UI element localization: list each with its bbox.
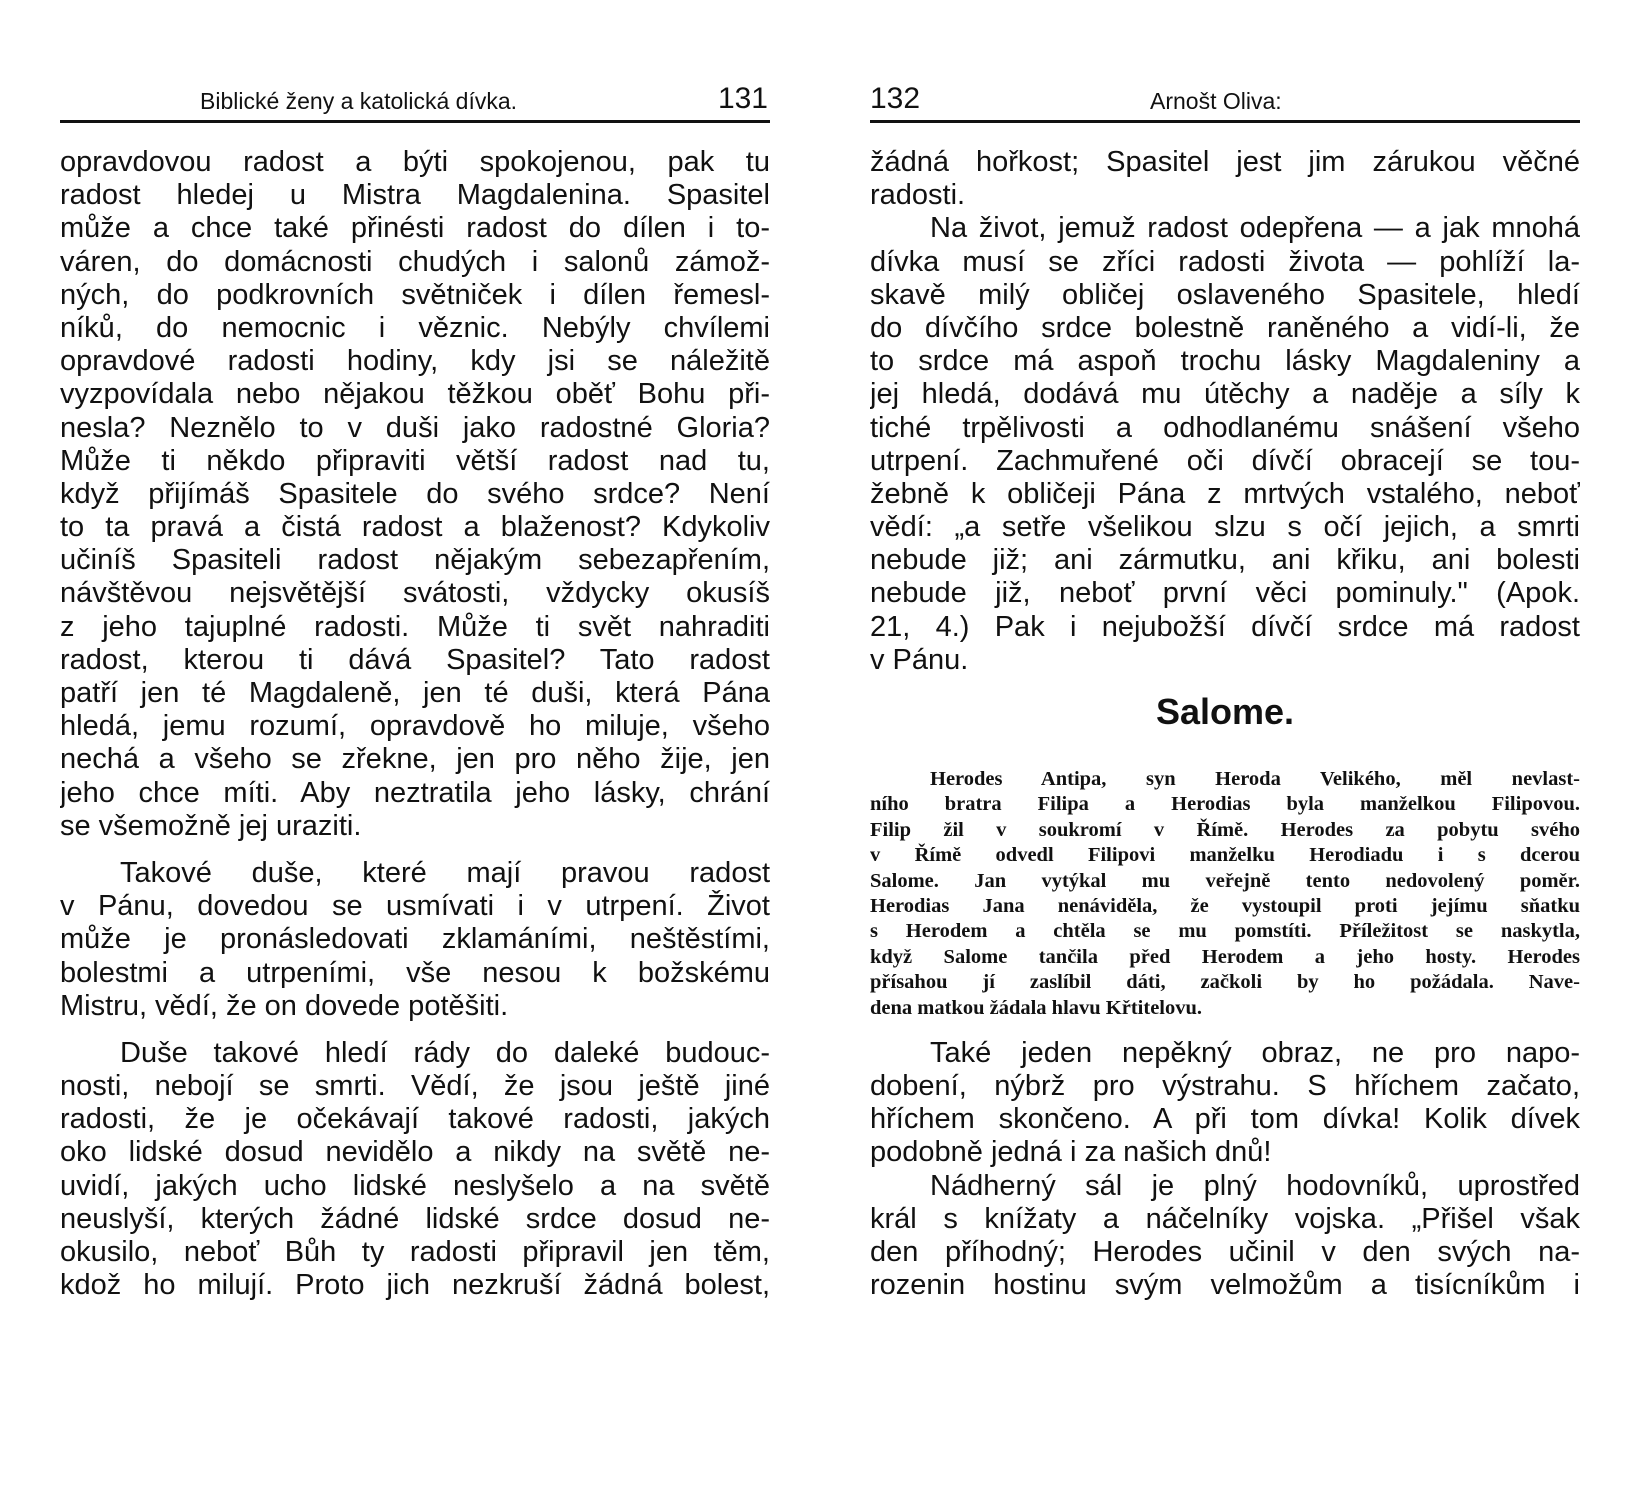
text-line: v Pánu. (870, 643, 969, 676)
text-line: opravdovou radost a býti spokojenou, pak tu (60, 146, 770, 178)
running-title: Biblické ženy a katolická dívka. (200, 88, 518, 114)
right-page (870, 78, 1580, 1302)
text-line: Duše takové hledí rády do daleké budouc- (120, 1036, 770, 1069)
text-line: skavě milý obličej oslaveného Spasitele, hledí (870, 278, 1580, 311)
text-line: radosti, že je očekávají takové radosti, jakých (60, 1103, 770, 1136)
text-line: žebně k obličeji Pána z mrtvých vstalého, neboť (870, 477, 1580, 510)
header-rule (870, 120, 1580, 123)
text-line: den příhodný; Herodes učinil v den svých na- (870, 1236, 1580, 1269)
text-line: žádná hořkost; Spasitel jest jim zárukou věčné (870, 146, 1580, 178)
text-line: rozenin hostinu svým velmožům a tisícníkům i (870, 1269, 1580, 1302)
left-page-header (60, 78, 770, 118)
left-page (60, 78, 770, 1302)
paragraph-gap (60, 1023, 770, 1037)
text-line: může a chce také přinésti radost do dílen i to- (60, 212, 770, 245)
text-line: z jeho tajuplné radosti. Může ti svět nahraditi (60, 610, 770, 643)
paragraph (870, 1170, 1580, 1303)
text-line: váren, do domácnosti chudých i salonů zámož- (60, 245, 770, 278)
text-line: když přijímáš Spasitele do svého srdce? Není (60, 477, 770, 510)
text-line: Na život, jemuž radost odepřena — a jak mnohá (930, 212, 1580, 245)
text-line: tiché trpělivosti a odhodlanému snášení všeho (870, 411, 1580, 444)
text-line: dobení, nýbrž pro výstrahu. S hříchem začato, (870, 1070, 1580, 1103)
text-line: nechá a všeho se zřekne, jen pro něho žije, jen (60, 743, 770, 776)
text-line: nosti, nebojí se smrti. Vědí, že jsou ještě jiné (60, 1070, 770, 1103)
text-line: vědí: „a setře všelikou slzu s očí jejich, a smrti (870, 511, 1580, 544)
text-line: bolestmi a utrpeními, vše nesou k božskému (60, 956, 770, 989)
text-line: vyzpovídala nebo nějakou těžkou oběť Bohu při- (60, 378, 770, 411)
text-line: hledá, jemu rozumí, opravdově ho miluje, všeho (60, 710, 770, 743)
paragraph (60, 1037, 770, 1303)
summary-line: Herodes Antipa, syn Heroda Velikého, měl nevlast- (930, 768, 1580, 790)
paragraph (870, 146, 1580, 212)
text-line: hříchem skončeno. A při tom dívka! Kolik dívek (870, 1103, 1580, 1136)
summary-line: dena matkou žádala hlavu Křtitelovu. (870, 996, 1203, 1019)
paragraph-gap (870, 1021, 1580, 1037)
summary-line: když Salome tančila před Herodem a jeho hosty. Herodes (870, 945, 1580, 968)
text-line: se všemožně jej uraziti. (60, 809, 362, 842)
text-line: radost hledej u Mistra Magdalenina. Spasitel (60, 179, 770, 212)
text-line: učiníš Spasiteli radost nějakým sebezapřením, (60, 544, 770, 577)
text-line: Nádherný sál je plný hodovníků, uprostřed (930, 1169, 1580, 1202)
section-title: Salome. (1155, 691, 1295, 732)
text-line: nebude již, neboť první věci pominuly." (Apok. (870, 577, 1580, 610)
text-line: okusilo, neboť Bůh ty radosti připravil jen těm, (60, 1236, 770, 1268)
page-number: 131 (717, 82, 768, 115)
text-line: v Pánu, dovedou se usmívati i v utrpení. Život (60, 890, 770, 923)
text-line: utrpení. Zachmuřené oči dívčí obracejí se tou- (870, 444, 1580, 477)
text-line: návštěvou nejsvětější svátosti, vždycky okusíš (60, 577, 770, 610)
paragraph-gap (60, 843, 770, 857)
text-line: do dívčího srdce bolestně raněného a vidí-li, že (870, 311, 1580, 344)
text-line: ných, do podkrovních světniček i dílen řemesl- (60, 278, 770, 311)
left-page-body (60, 146, 770, 1302)
summary-line: ního bratra Filipa a Herodias byla manželkou Filipovou. (870, 793, 1580, 816)
text-line: Mistru, vědí, že on dovede potěšiti. (60, 989, 509, 1022)
text-line: Takové duše, které mají pravou radost (120, 856, 770, 889)
text-line: to ta pravá a čistá radost a blaženost? Kdykoliv (60, 511, 770, 544)
running-title: Arnošt Oliva: (1150, 88, 1282, 114)
text-line: 21, 4.) Pak i nejubožší dívčí srdce má radost (870, 610, 1580, 643)
text-line: neuslyší, kterých žádné lidské srdce dosud ne- (60, 1202, 770, 1235)
paragraph (870, 212, 1580, 677)
text-line: patří jen té Magdaleně, jen té duši, která Pána (60, 677, 770, 709)
paragraph (60, 857, 770, 1023)
text-line: Může ti někdo připraviti větší radost nad tu, (60, 444, 770, 477)
paragraph (60, 146, 770, 843)
text-line: Také jeden nepěkný obraz, ne pro napo- (930, 1036, 1580, 1069)
chapter-summary (870, 767, 1580, 1021)
text-line: uvidí, jakých ucho lidské neslyšelo a na světě (60, 1169, 770, 1202)
text-line: král s knížaty a náčelníky vojska. „Přišel však (870, 1202, 1580, 1235)
text-line: jej hledá, dodává mu útěchy a naděje a síly k (870, 378, 1580, 411)
page-number: 132 (870, 82, 921, 115)
summary-line: s Herodem a chtěla se mu pomstíti. Příležitost se naskytla, (870, 920, 1580, 943)
right-page-header (870, 78, 1580, 118)
text-line: níků, do nemocnic i věznic. Nebýly chvílemi (60, 311, 770, 344)
text-line: podobně jedná i za našich dnů! (870, 1136, 1272, 1169)
text-line: radost, kterou ti dává Spasitel? Tato radost (60, 643, 770, 676)
header-rule (60, 120, 770, 123)
text-line: to srdce má aspoň trochu lásky Magdaleniny a (870, 345, 1580, 378)
text-line: nebude již; ani zármutku, ani křiku, ani bolesti (870, 544, 1580, 577)
text-line: jeho chce míti. Aby neztratila jeho lásky, chrání (60, 776, 770, 809)
summary-line: přísahou jí zaslíbil dáti, začkoli by ho požádala. Nave- (870, 971, 1580, 994)
paragraph (870, 1037, 1580, 1170)
text-line: nesla? Neznělo to v duši jako radostné Gloria? (60, 411, 770, 444)
text-line: radosti. (870, 179, 966, 212)
text-line: oko lidské dosud nevidělo a nikdy na světě ne- (60, 1136, 770, 1169)
summary-line: v Římě odvedl Filipovi manželku Herodiadu i s dcerou (870, 844, 1580, 867)
text-line: opravdové radosti hodiny, kdy jsi se náležitě (60, 345, 770, 378)
text-line: může je pronásledovati zklamáními, neštěstími, (60, 923, 770, 956)
right-page-body (870, 146, 1580, 1302)
summary-line: Filip žil v soukromí v Římě. Herodes za pobytu svého (870, 818, 1580, 841)
summary-line: Herodias Jana nenáviděla, že vystoupil proti jejímu sňatku (870, 894, 1580, 917)
text-line: dívka musí se zříci radosti života — pohlíží la- (870, 245, 1580, 278)
text-line: kdož ho milují. Proto jich nezkruší žádná bolest, (60, 1269, 770, 1302)
summary-line: Salome. Jan vytýkal mu veřejně tento nedovolený poměr. (870, 869, 1580, 892)
